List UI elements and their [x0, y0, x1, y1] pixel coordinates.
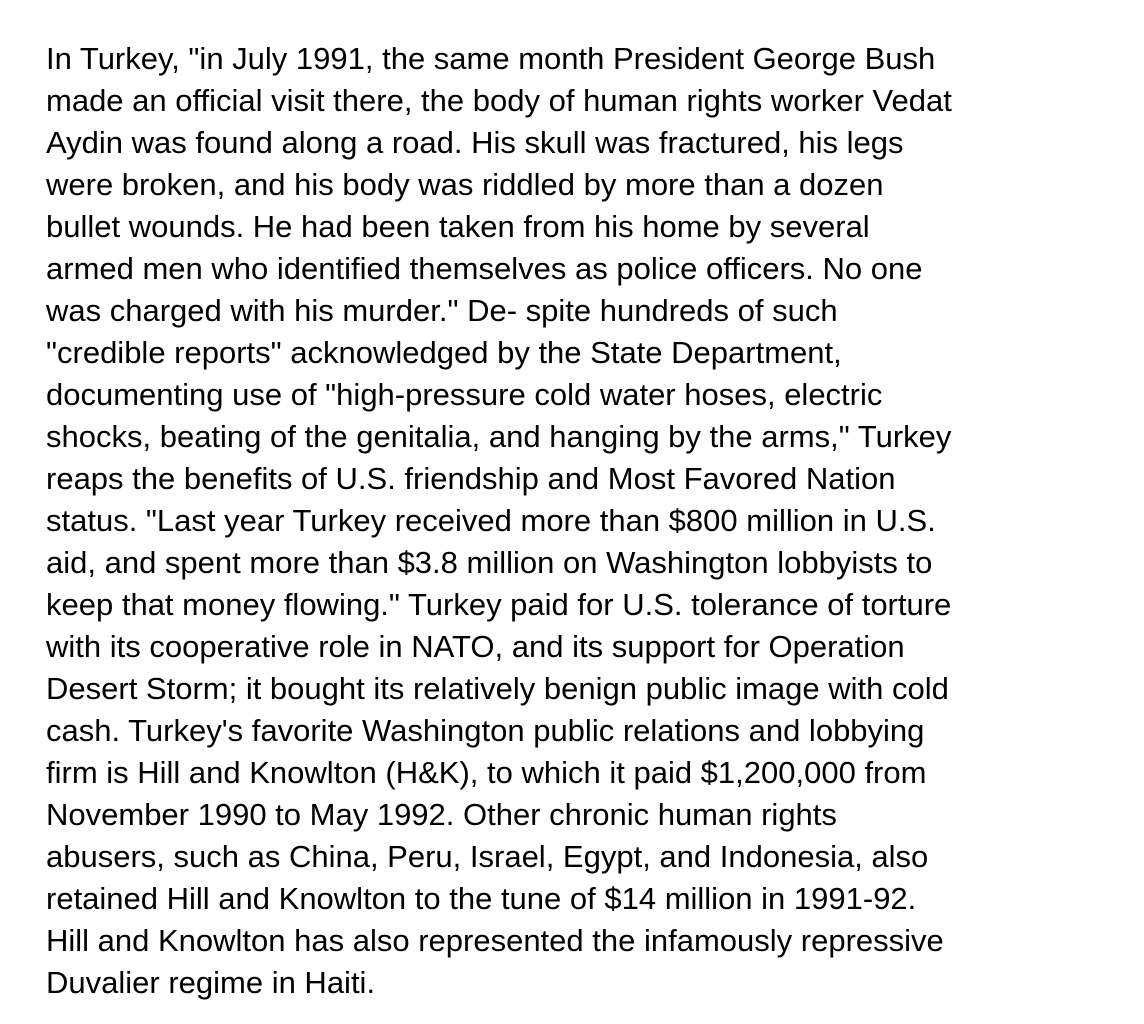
text-line: abusers, such as China, Peru, Israel, Egypt, and Indonesia, also	[46, 839, 929, 874]
text-line: status. "Last year Turkey received more than $800 million in U.S.	[46, 503, 936, 538]
text-line: armed men who identified themselves as police officers. No one	[46, 251, 923, 286]
body-paragraph	[46, 38, 1106, 1004]
text-line: made an official visit there, the body of human rights worker Vedat	[46, 83, 952, 118]
text-line: reaps the benefits of U.S. friendship and Most Favored Nation	[46, 461, 896, 496]
text-line: November 1990 to May 1992. Other chronic human rights	[46, 797, 837, 832]
text-line: retained Hill and Knowlton to the tune of $14 million in 1991-92.	[46, 881, 917, 916]
text-line: was charged with his murder." De- spite hundreds of such	[46, 293, 838, 328]
text-line: Duvalier regime in Haiti.	[46, 965, 376, 1000]
text-line: Desert Storm; it bought its relatively benign public image with cold	[46, 671, 949, 706]
text-line: cash. Turkey's favorite Washington public relations and lobbying	[46, 713, 925, 748]
text-line: Aydin was found along a road. His skull was fractured, his legs	[46, 125, 904, 160]
text-line: Hill and Knowlton has also represented the infamously repressive	[46, 923, 944, 958]
document-page	[46, 38, 1106, 1004]
text-line: bullet wounds. He had been taken from his home by several	[46, 209, 870, 244]
text-line: keep that money flowing." Turkey paid for U.S. tolerance of torture	[46, 587, 952, 622]
text-line: "credible reports" acknowledged by the State Department,	[46, 335, 842, 370]
text-line: shocks, beating of the genitalia, and hanging by the arms," Turkey	[46, 419, 952, 454]
text-line: were broken, and his body was riddled by more than a dozen	[46, 167, 884, 202]
text-line: In Turkey, "in July 1991, the same month President George Bush	[46, 41, 936, 76]
text-line: firm is Hill and Knowlton (H&K), to which it paid $1,200,000 from	[46, 755, 927, 790]
text-line: with its cooperative role in NATO, and its support for Operation	[46, 629, 905, 664]
text-line: documenting use of "high-pressure cold water hoses, electric	[46, 377, 883, 412]
text-line: aid, and spent more than $3.8 million on Washington lobbyists to	[46, 545, 933, 580]
